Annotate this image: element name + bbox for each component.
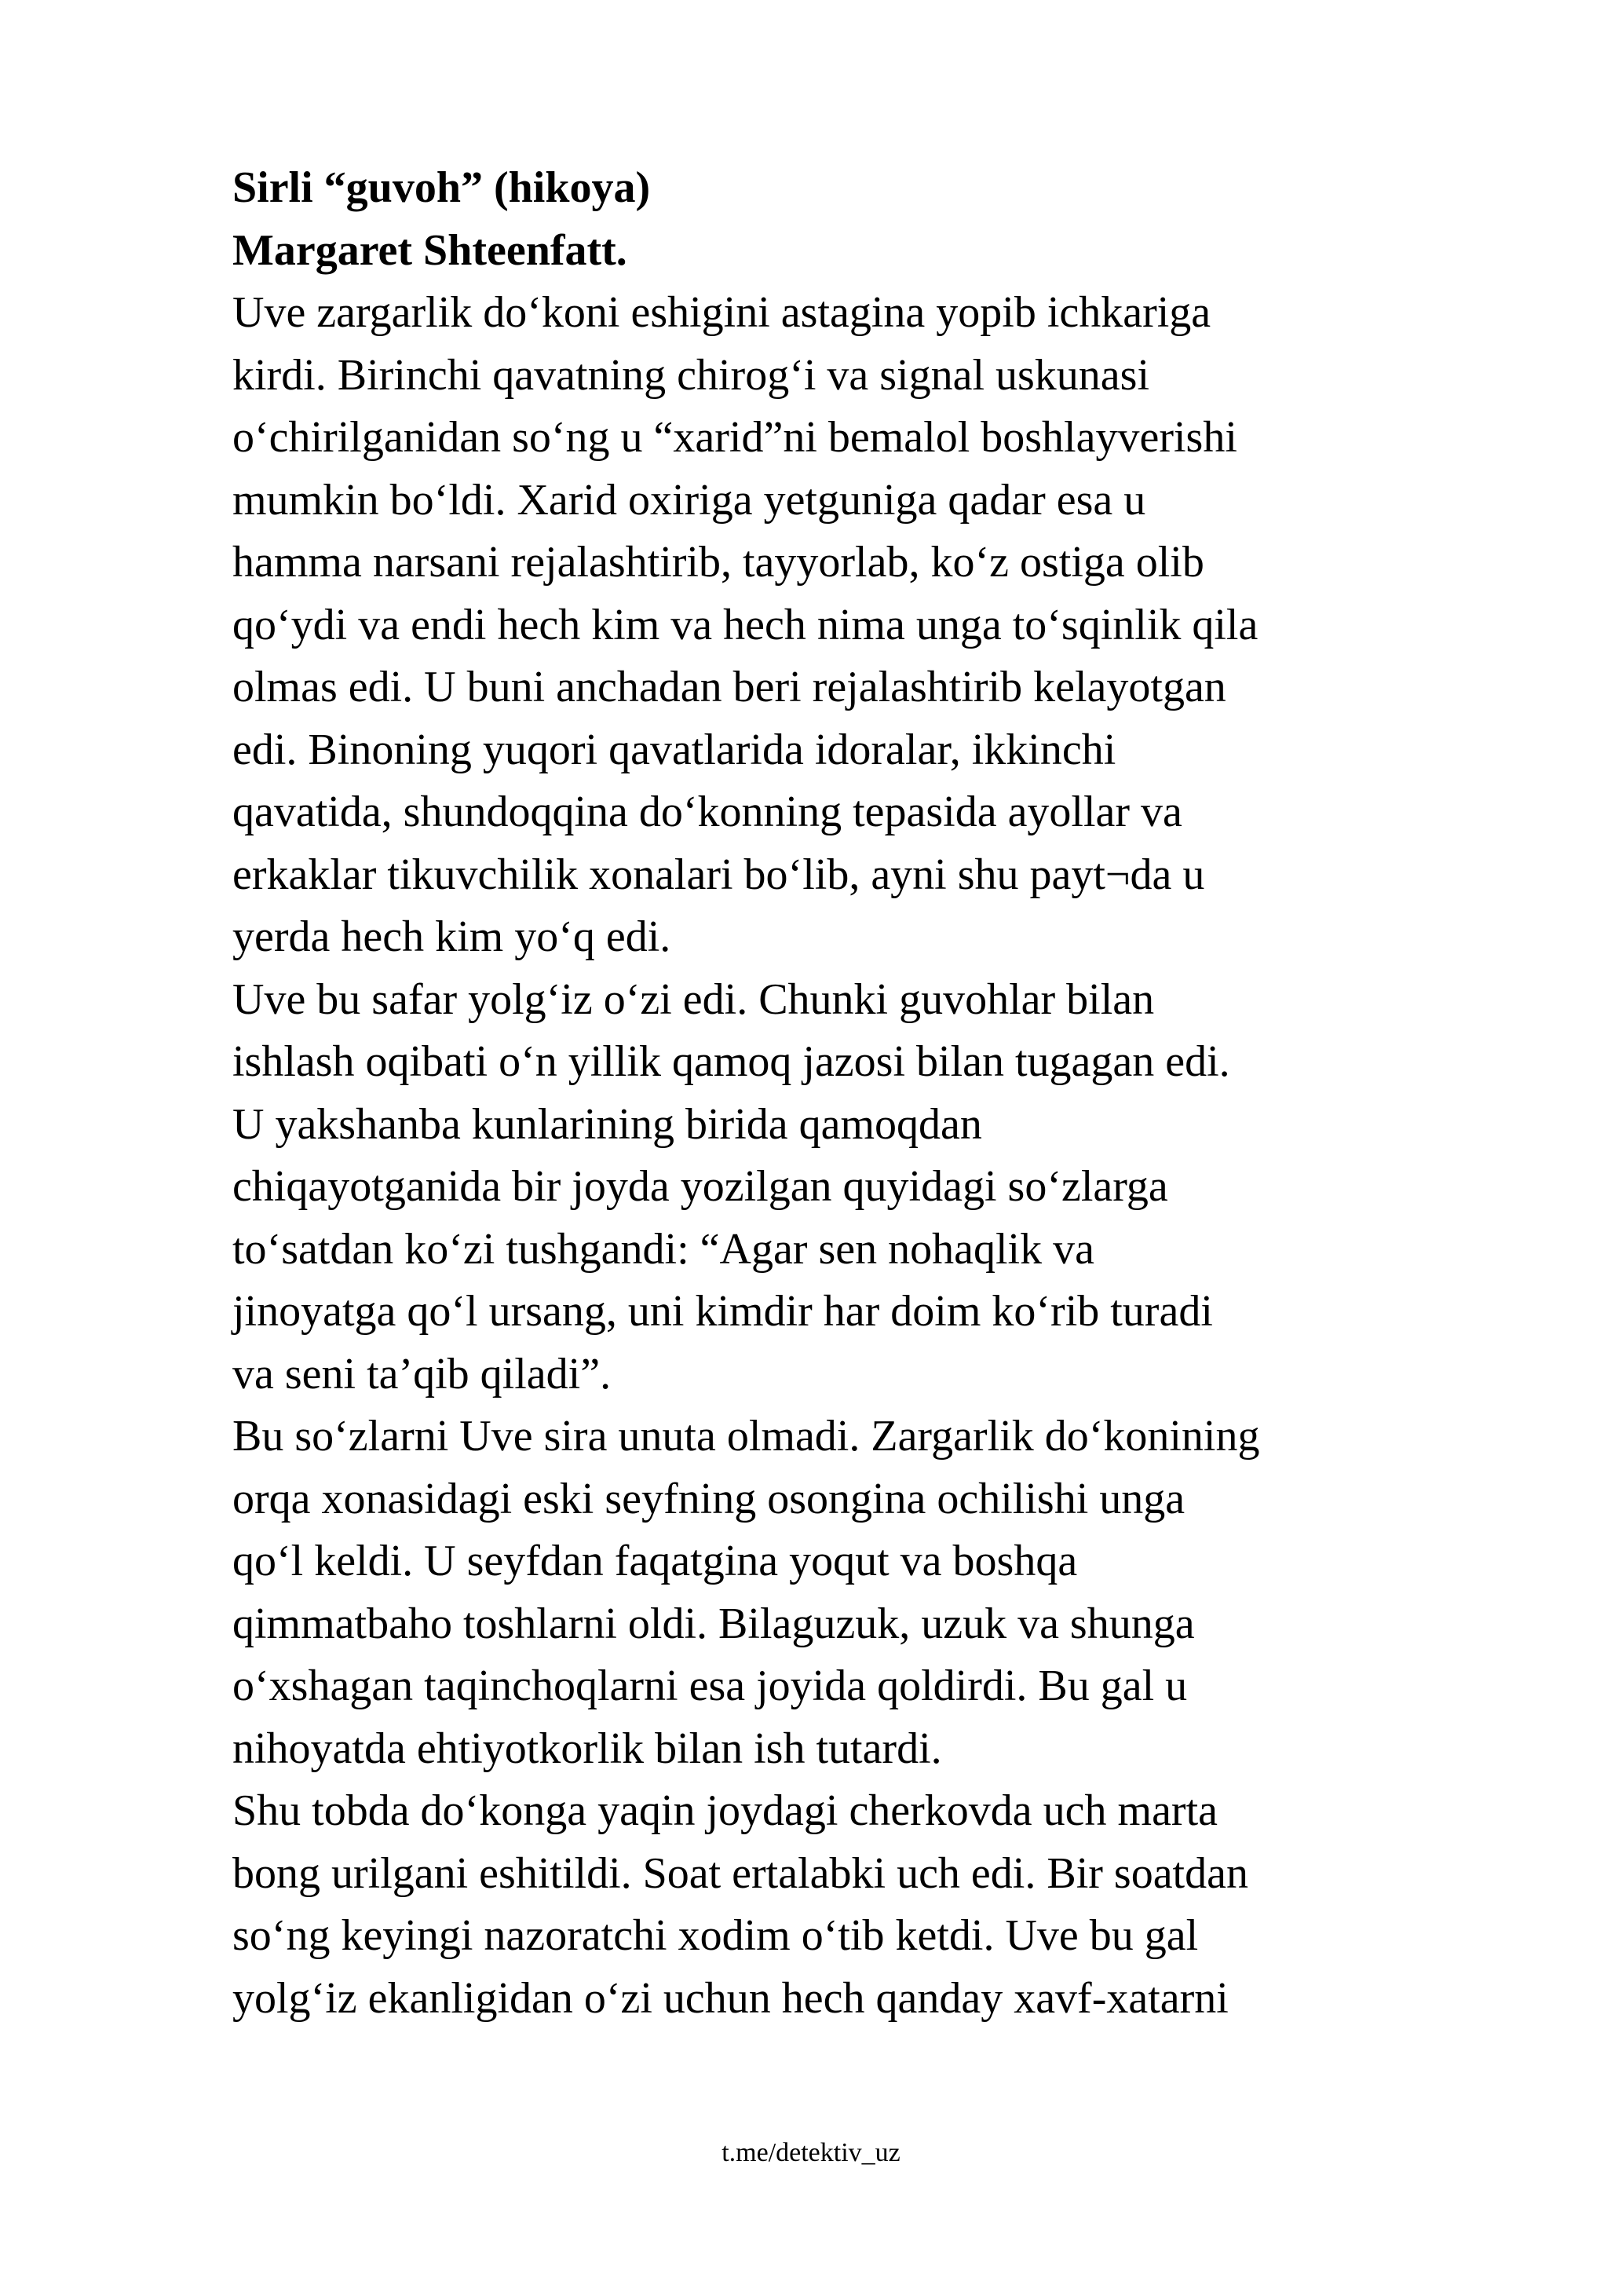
story-title: Sirli “guvoh” (hikoya) (232, 163, 651, 212)
text-line: chiqayotganida bir joyda yozilgan quyidagi so‘zlarga (232, 1162, 1168, 1211)
text-line: erkaklar tikuvchilik xonalari bo‘lib, ayni shu payt¬da u (232, 850, 1205, 899)
page-body (232, 157, 1520, 2030)
text-line: U yakshanba kunlarining birida qamoqdan (232, 1099, 982, 1149)
text-line: bong urilgani eshitildi. Soat ertalabki uch edi. Bir soatdan (232, 1848, 1248, 1898)
text-line: yolg‘iz ekanligidan o‘zi uchun hech qanday xavf-xatarni (232, 1973, 1229, 2023)
text-line: qavatida, shundoqqina do‘konning tepasida ayollar va (232, 788, 1182, 836)
text-line: o‘chirilganidan so‘ng u “xarid”ni bemalol boshlayverishi (232, 413, 1237, 462)
text-line: nihoyatda ehtiyotkorlik bilan ish tutardi. (232, 1724, 942, 1773)
story-text (232, 282, 1520, 2030)
text-line: ishlash oqibati o‘n yillik qamoq jazosi bilan tugagan edi. (232, 1037, 1230, 1086)
text-line: Bu so‘zlarni Uve sira unuta olmadi. Zargarlik do‘konining (232, 1412, 1260, 1461)
text-line: Shu tobda do‘konga yaqin joydagi cherkovda uch marta (232, 1786, 1218, 1835)
text-line: orqa xonasidagi eski seyfning osongina ochilishi unga (232, 1474, 1185, 1523)
text-line: to‘satdan ko‘zi tushgandi: “Agar sen nohaqlik va (232, 1224, 1094, 1274)
text-line: va seni ta’qib qiladi”. (232, 1349, 612, 1398)
text-line: qo‘ydi va endi hech kim va hech nima unga to‘sqinlik qila (232, 600, 1259, 649)
text-line: so‘ng keyingi nazoratchi xodim o‘tib ketdi. Uve bu gal (232, 1911, 1199, 1960)
text-line: kirdi. Birinchi qavatning chirog‘i va signal uskunasi (232, 350, 1150, 400)
text-line: olmas edi. U buni anchadan beri rejalashtirib kelayotgan (232, 663, 1226, 711)
story-author: Margaret Shteenfatt. (232, 225, 627, 275)
text-line: jinoyatga qo‘l ursang, uni kimdir har doim ko‘rib turadi (232, 1287, 1213, 1336)
text-line: Uve bu safar yolg‘iz o‘zi edi. Chunki guvohlar bilan (232, 974, 1155, 1024)
text-line: hamma narsani rejalashtirib, tayyorlab, ko‘z ostiga olib (232, 538, 1204, 587)
text-line: Uve zargarlik do‘koni eshigini astagina yopib ichkariga (232, 288, 1211, 337)
text-line: mumkin bo‘ldi. Xarid oxiriga yetguniga qadar esa u (232, 475, 1146, 525)
page-footer: t.me/detektiv_uz (721, 2138, 901, 2167)
text-line: qo‘l keldi. U seyfdan faqatgina yoqut va boshqa (232, 1537, 1078, 1585)
text-line: o‘xshagan taqinchoqlarni esa joyida qoldirdi. Bu gal u (232, 1662, 1188, 1710)
text-line: edi. Binoning yuqori qavatlarida idoralar, ikkinchi (232, 725, 1116, 774)
text-line: yerda hech kim yo‘q edi. (232, 912, 671, 961)
text-line: qimmatbaho toshlarni oldi. Bilaguzuk, uzuk va shunga (232, 1599, 1195, 1648)
